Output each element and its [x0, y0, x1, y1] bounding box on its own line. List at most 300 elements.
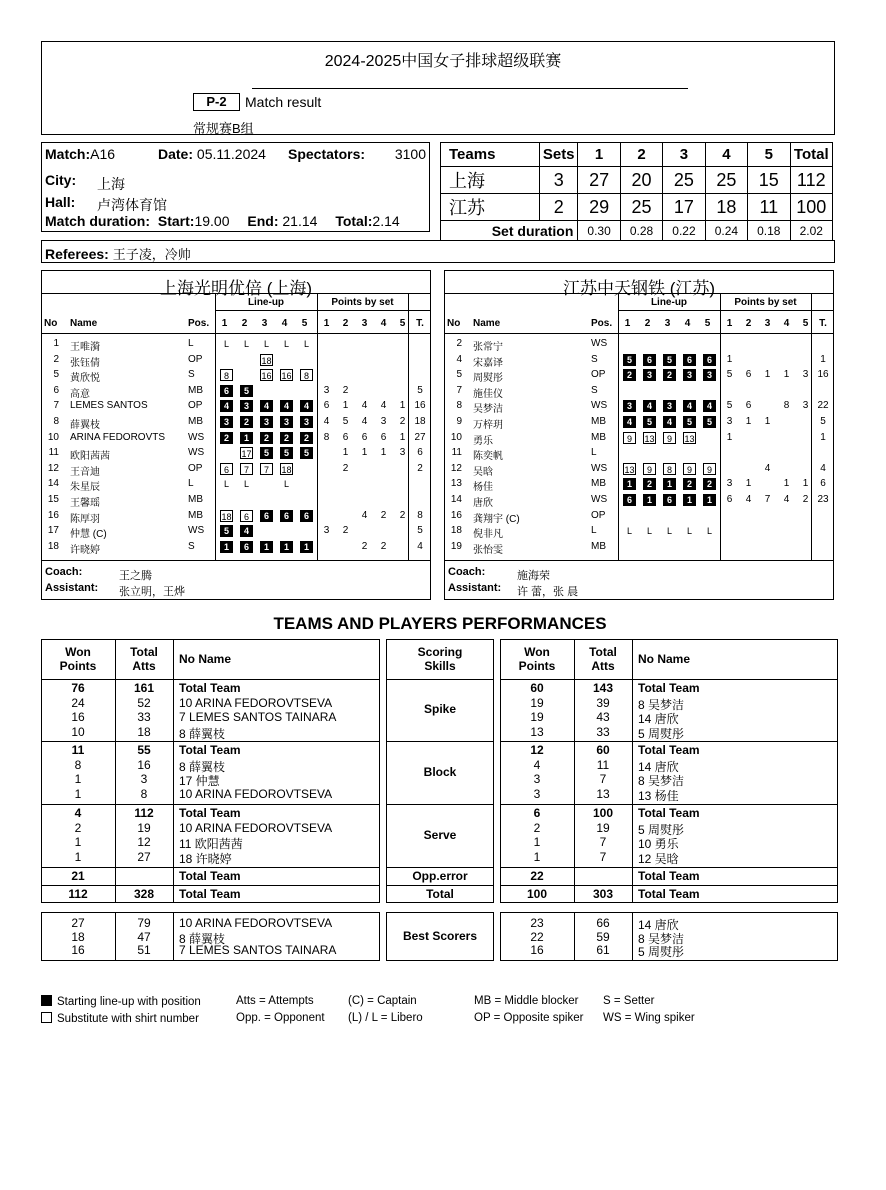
col-set: 2 — [644, 318, 651, 329]
lineup-cell: 13 — [684, 433, 695, 444]
set-points: 3 — [802, 400, 809, 412]
won-points: 11 — [71, 743, 85, 757]
player-name: 仲慧 (C) — [70, 529, 107, 541]
col-set: 3 — [664, 318, 671, 329]
lineup-cell: 6 — [220, 463, 233, 475]
lineup-cell: 2 — [623, 369, 636, 381]
player-name: 高意 — [70, 388, 90, 400]
divider — [41, 741, 380, 742]
player-entry: 5 周熨彤 — [638, 945, 685, 959]
col-set: 4 — [281, 318, 288, 329]
referees: 王子凌，冷帅 — [112, 247, 191, 262]
lineup-cell: 6 — [280, 510, 293, 522]
set-points: 2 — [342, 462, 349, 474]
total-atts: 79 — [137, 916, 151, 930]
player-entry: 8 薛翼枝 — [179, 759, 226, 774]
player-no: 14 — [450, 494, 462, 505]
player-pos: WS — [188, 447, 205, 459]
lineup-cell: 4 — [220, 400, 233, 412]
total-atts: 27 — [137, 849, 151, 864]
col-set-points: 2 — [342, 318, 349, 329]
total-atts: 33 — [137, 710, 151, 724]
legend-op: OP = Opposite spiker — [474, 1012, 584, 1024]
player-pos: S — [188, 540, 195, 552]
skill-label: Serve — [423, 827, 457, 842]
coach-label: Coach: — [448, 566, 486, 578]
spectators-line — [288, 146, 365, 162]
coach-name: 施海荣 — [517, 570, 550, 582]
match-line — [45, 146, 115, 162]
player-pos: S — [591, 384, 598, 396]
player-entry: Total Team — [179, 887, 241, 901]
set-points: 4 — [361, 509, 368, 521]
lineup-cell: 2 — [643, 478, 656, 490]
set-points: 1 — [726, 431, 733, 443]
won-points: 4 — [533, 757, 541, 772]
total-atts: 13 — [596, 786, 610, 801]
player-no: 17 — [47, 525, 59, 537]
player-no: 12 — [450, 462, 462, 474]
score-sets: 3 — [540, 167, 578, 194]
total-atts: 7 — [599, 772, 607, 786]
player-name: 张怡雯 — [473, 544, 503, 556]
set-points: 6 — [323, 400, 330, 412]
lineup-cell: 4 — [683, 400, 696, 412]
score-header: 4 — [705, 143, 747, 167]
player-entry: 14 唐欣 — [638, 918, 679, 932]
player-no: 8 — [53, 416, 59, 427]
score-header-row — [441, 143, 833, 167]
player-name: 张钰倩 — [70, 357, 100, 369]
col-set: 4 — [684, 318, 691, 329]
won-points: 16 — [71, 943, 85, 957]
lineup-cell: 2 — [703, 478, 716, 490]
lineup-cell: L — [243, 479, 249, 490]
divider — [41, 293, 431, 294]
lineup-cell: 9 — [663, 432, 676, 444]
divider — [215, 310, 431, 311]
lineup-cell: 8 — [220, 369, 233, 381]
lineup-cell: 1 — [300, 541, 313, 553]
score-header: 3 — [663, 143, 705, 167]
total-atts: 11 — [596, 757, 610, 772]
total-atts: 161 — [133, 681, 155, 695]
player-pos: WS — [591, 400, 608, 412]
player-pos: WS — [591, 494, 608, 505]
total-atts-header: Total — [589, 645, 617, 659]
no-name-header: No Name — [179, 652, 232, 666]
player-name: 黄欣悦 — [70, 373, 100, 385]
divider — [444, 293, 834, 294]
set-points: 1 — [399, 431, 406, 443]
player-entry: 11 欧阳茜茜 — [179, 837, 243, 851]
set-points: 1 — [342, 400, 349, 412]
player-entry: Total Team — [638, 743, 700, 757]
lineup-cell: 6 — [663, 494, 676, 506]
player-name: 陈厚羽 — [70, 513, 100, 525]
divider — [41, 885, 380, 886]
player-name: 倪非凡 — [473, 529, 503, 541]
player-entry: 10 ARINA FEDOROVTSEVA — [179, 820, 333, 835]
set-points: 6 — [745, 369, 752, 381]
player-no: 7 — [53, 400, 59, 412]
score-header: 1 — [578, 143, 620, 167]
score-header: Teams — [441, 143, 540, 167]
divider — [41, 804, 380, 805]
total-atts: 100 — [592, 806, 614, 820]
lineup-cell: 16 — [281, 371, 292, 382]
divider — [41, 679, 380, 680]
set-points: 8 — [783, 400, 790, 412]
won-points: 6 — [533, 806, 541, 820]
player-total: 5 — [417, 525, 423, 537]
player-entry: 18 许晓婷 — [179, 851, 232, 866]
skill-label: Spike — [423, 702, 456, 716]
total-atts-header: Total — [130, 645, 158, 659]
lineup-cell: 5 — [663, 354, 676, 366]
player-name: 龚翔宇 (C) — [473, 513, 520, 525]
spectators: 3100 — [394, 146, 426, 162]
lineup-cell: 4 — [240, 525, 253, 537]
lineup-cell: 3 — [663, 400, 676, 412]
player-pos: OP — [188, 353, 203, 365]
won-points: 19 — [530, 695, 544, 710]
player-no: 13 — [450, 478, 462, 490]
player-no: 4 — [456, 353, 462, 365]
set-points: 4 — [380, 400, 387, 412]
lineup-cell: 2 — [300, 432, 313, 444]
col-set-points: 3 — [764, 318, 771, 329]
set-points: 4 — [745, 494, 752, 505]
won-points: 2 — [74, 820, 82, 835]
player-no: 9 — [456, 416, 462, 427]
set-points: 3 — [726, 416, 733, 427]
total-atts: 143 — [592, 681, 614, 695]
set-points: 1 — [802, 478, 809, 490]
lineup-cell: 1 — [683, 494, 696, 506]
total-atts: 303 — [592, 887, 614, 901]
set-points: 4 — [764, 462, 771, 474]
phase: 常规赛B组 — [193, 121, 254, 136]
col-no: No — [447, 318, 461, 329]
total-atts: 60 — [596, 743, 610, 757]
set-points: 4 — [361, 400, 368, 412]
legend-captain: (C) = Captain — [348, 995, 417, 1007]
set-points: 1 — [745, 478, 752, 490]
player-pos: MB — [591, 540, 606, 552]
set-points: 2 — [342, 525, 349, 537]
col-set: 2 — [241, 318, 248, 329]
lineup-cell: 1 — [623, 478, 636, 490]
player-name: 周熨彤 — [473, 373, 503, 385]
set-points: 2 — [802, 494, 809, 505]
lineup-cell: 1 — [663, 478, 676, 490]
score-set-5: 15 — [748, 167, 790, 194]
lineup-cell: 17 — [241, 449, 252, 460]
player-pos: WS — [591, 462, 608, 474]
player-entry: Total Team — [179, 743, 241, 757]
set-duration: 0.24 — [705, 221, 747, 241]
lineup-cell: L — [263, 339, 269, 349]
player-entry: 7 LEMES SANTOS TAINARA — [179, 710, 337, 724]
total-atts: 39 — [596, 695, 610, 710]
total-atts-header: Atts — [132, 659, 156, 673]
set-points: 2 — [342, 384, 349, 396]
score-set-2: 25 — [620, 194, 662, 221]
player-pos: L — [591, 447, 597, 459]
player-entry: 8 吴梦洁 — [638, 931, 685, 946]
set-points: 8 — [323, 431, 330, 443]
score-set-5: 11 — [748, 194, 790, 221]
player-name: 朱星辰 — [70, 482, 100, 494]
set-points: 6 — [380, 431, 387, 443]
won-points: 13 — [530, 724, 544, 739]
score-set-4: 25 — [705, 167, 747, 194]
set-points: 1 — [399, 400, 406, 412]
opp-error-label: Opp.error — [412, 869, 468, 883]
player-pos: WS — [188, 525, 205, 537]
col-set-points: 1 — [323, 318, 330, 329]
page-title: 2024-2025中国女子排球超级联赛 — [324, 53, 562, 70]
legend-starting-text: Starting line-up with position — [57, 996, 201, 1008]
set-points: 2 — [361, 540, 368, 552]
player-pos: MB — [591, 478, 606, 490]
total-atts: 18 — [137, 724, 151, 739]
won-points: 1 — [74, 849, 82, 864]
total-atts: 33 — [596, 724, 610, 739]
player-entry: 10 勇乐 — [638, 837, 679, 851]
lineup-cell: 3 — [240, 400, 253, 412]
player-pos: MB — [188, 509, 203, 521]
player-entry: 10 ARINA FEDOROVTSEVA — [179, 695, 333, 710]
lineup-cell: 1 — [260, 541, 273, 553]
won-points: 24 — [71, 695, 85, 710]
lineup-cell: 1 — [703, 494, 716, 506]
end-label: End: — [247, 213, 279, 229]
player-total: 4 — [820, 462, 826, 474]
total-atts: 7 — [599, 849, 607, 864]
player-no: 16 — [450, 509, 462, 521]
col-name: Name — [473, 318, 501, 329]
player-name: 吴梦洁 — [473, 404, 503, 416]
lineup-cell: 2 — [260, 432, 273, 444]
player-pos: OP — [188, 400, 203, 412]
won-points: 3 — [533, 772, 541, 786]
player-name: 杨佳 — [473, 482, 493, 494]
player-entry: 7 LEMES SANTOS TAINARA — [179, 943, 337, 957]
player-pos: WS — [188, 431, 205, 443]
points-by-set-header: Points by set — [734, 297, 797, 308]
set-points: 2 — [399, 416, 406, 427]
lineup-cell: 2 — [220, 432, 233, 444]
set-duration-row — [441, 221, 833, 241]
player-entry: Total Team — [179, 681, 241, 695]
player-pos: MB — [188, 384, 203, 396]
score-set-3: 17 — [663, 194, 705, 221]
set-points: 5 — [726, 369, 733, 381]
lineup-header: Line-up — [247, 297, 285, 308]
total-atts: 51 — [137, 943, 151, 957]
lineup-cell: 2 — [683, 478, 696, 490]
won-points-header: Won — [524, 645, 550, 659]
divider — [41, 560, 431, 561]
player-name: 薛翼枝 — [70, 420, 100, 431]
start-label: Start: — [157, 213, 195, 229]
total-atts: 112 — [134, 806, 154, 820]
won-points: 76 — [71, 681, 85, 695]
player-entry: Total Team — [638, 806, 700, 820]
lineup-cell: 6 — [683, 354, 696, 366]
total-label: Total — [426, 887, 454, 901]
player-pos: OP — [188, 462, 203, 474]
col-set-points: 3 — [361, 318, 368, 329]
lineup-cell: 9 — [643, 463, 656, 475]
set-points: 6 — [745, 400, 752, 412]
player-entry: Total Team — [179, 869, 241, 883]
city-line — [45, 172, 76, 188]
won-points: 23 — [530, 916, 544, 930]
player-pos: L — [591, 525, 597, 537]
player-no: 2 — [53, 353, 59, 365]
player-no: 5 — [53, 369, 59, 381]
total-atts: 19 — [596, 820, 610, 835]
legend-substitute-text: Substitute with shirt number — [57, 1013, 199, 1025]
player-total: 16 — [414, 400, 426, 412]
total-atts: 3 — [140, 772, 148, 786]
divider — [41, 333, 431, 334]
player-no: 16 — [47, 509, 59, 521]
lineup-cell: 3 — [260, 416, 273, 428]
date-line — [158, 146, 266, 162]
player-entry: Total Team — [638, 869, 700, 883]
player-name: 吴晗 — [473, 466, 493, 478]
performance-title: TEAMS AND PLAYERS PERFORMANCES — [273, 614, 607, 633]
set-points: 7 — [764, 494, 771, 505]
lineup-cell: 5 — [623, 354, 636, 366]
total-atts: 328 — [133, 887, 155, 901]
set-points: 3 — [399, 447, 406, 459]
player-no: 18 — [47, 540, 59, 552]
divider — [386, 679, 494, 680]
lineup-cell: 6 — [240, 541, 253, 553]
hall-line — [45, 194, 75, 210]
col-set: 3 — [261, 318, 268, 329]
total-atts: 16 — [137, 757, 151, 772]
assistant-label: Assistant: — [448, 582, 502, 594]
lineup-cell: L — [223, 479, 229, 490]
lineup-cell: 6 — [623, 494, 636, 506]
player-no: 19 — [450, 540, 462, 552]
lineup-cell: 8 — [300, 369, 313, 381]
player-pos: L — [188, 338, 194, 349]
col-set: 5 — [301, 318, 308, 329]
score-set-3: 25 — [663, 167, 705, 194]
divider — [444, 333, 834, 334]
legend-libero: (L) / L = Libero — [348, 1012, 423, 1024]
player-no: 12 — [47, 462, 59, 474]
lineup-cell: 5 — [260, 447, 273, 459]
score-set-1: 27 — [578, 167, 620, 194]
team-name: 江苏中天钢铁 (江苏) — [562, 279, 716, 298]
score-table — [440, 142, 833, 241]
city: 上海 — [97, 176, 125, 192]
divider — [632, 912, 633, 961]
hall-label: Hall: — [45, 194, 76, 210]
legend-opp: Opp. = Opponent — [236, 1012, 325, 1024]
set-points: 1 — [783, 478, 790, 490]
duration-label: Match duration: — [45, 213, 150, 229]
set-points: 1 — [380, 447, 387, 459]
coach-label: Coach: — [45, 566, 83, 578]
score-row — [441, 167, 833, 194]
player-entry: 5 周熨彤 — [638, 822, 685, 837]
player-name: 王音迪 — [70, 466, 100, 478]
set-points: 3 — [323, 384, 330, 396]
divider — [386, 804, 494, 805]
player-name: 勇乐 — [473, 435, 493, 447]
set-duration-total: 2.02 — [790, 221, 833, 241]
player-no: 7 — [456, 384, 462, 396]
won-points: 112 — [68, 887, 88, 901]
set-points: 1 — [726, 353, 733, 365]
set-points: 5 — [726, 400, 733, 412]
won-points: 1 — [74, 786, 82, 801]
lineup-cell: 16 — [261, 371, 272, 382]
col-set: 5 — [704, 318, 711, 329]
won-points: 1 — [533, 849, 541, 864]
set-points: 3 — [323, 525, 330, 537]
player-name: 施佳仪 — [473, 388, 503, 400]
col-set: 1 — [624, 318, 631, 329]
end-time: 21.14 — [282, 213, 318, 229]
referees-label: Referees: — [45, 246, 109, 262]
coach-name: 王之腾 — [119, 570, 152, 582]
set-points: 4 — [783, 494, 790, 505]
player-total: 16 — [817, 369, 829, 381]
player-entry: 10 ARINA FEDOROVTSEVA — [179, 916, 333, 930]
set-points: 1 — [361, 447, 368, 459]
won-points: 60 — [530, 681, 544, 695]
score-sets: 2 — [540, 194, 578, 221]
score-total: 100 — [790, 194, 833, 221]
set-points: 1 — [764, 369, 771, 381]
total-atts: 47 — [137, 929, 151, 944]
divider — [41, 867, 380, 868]
player-name: LEMES SANTOS — [70, 400, 148, 412]
skills-header: Scoring — [417, 645, 463, 659]
team-name: 上海光明优倍 (上海) — [159, 279, 313, 298]
player-pos: OP — [591, 369, 606, 381]
won-points: 3 — [533, 786, 541, 801]
total-atts: 7 — [599, 835, 607, 849]
won-points: 16 — [71, 710, 85, 724]
won-points: 19 — [530, 710, 544, 724]
lineup-cell: 9 — [683, 463, 696, 475]
player-entry: 17 仲慧 — [179, 774, 220, 788]
lineup-cell: 5 — [240, 385, 253, 397]
col-pos: Pos. — [591, 318, 613, 329]
lineup-cell: L — [666, 526, 672, 537]
lineup-cell: 6 — [643, 354, 656, 366]
lineup-cell: 2 — [280, 432, 293, 444]
legend-ws: WS = Wing spiker — [603, 1012, 695, 1024]
match-label: Match: — [45, 146, 91, 162]
duration-line — [45, 213, 400, 229]
player-name: ARINA FEDOROVTS — [70, 431, 166, 443]
won-points: 22 — [530, 929, 544, 944]
assistant-label: Assistant: — [45, 582, 99, 594]
lineup-cell: 3 — [220, 416, 233, 428]
